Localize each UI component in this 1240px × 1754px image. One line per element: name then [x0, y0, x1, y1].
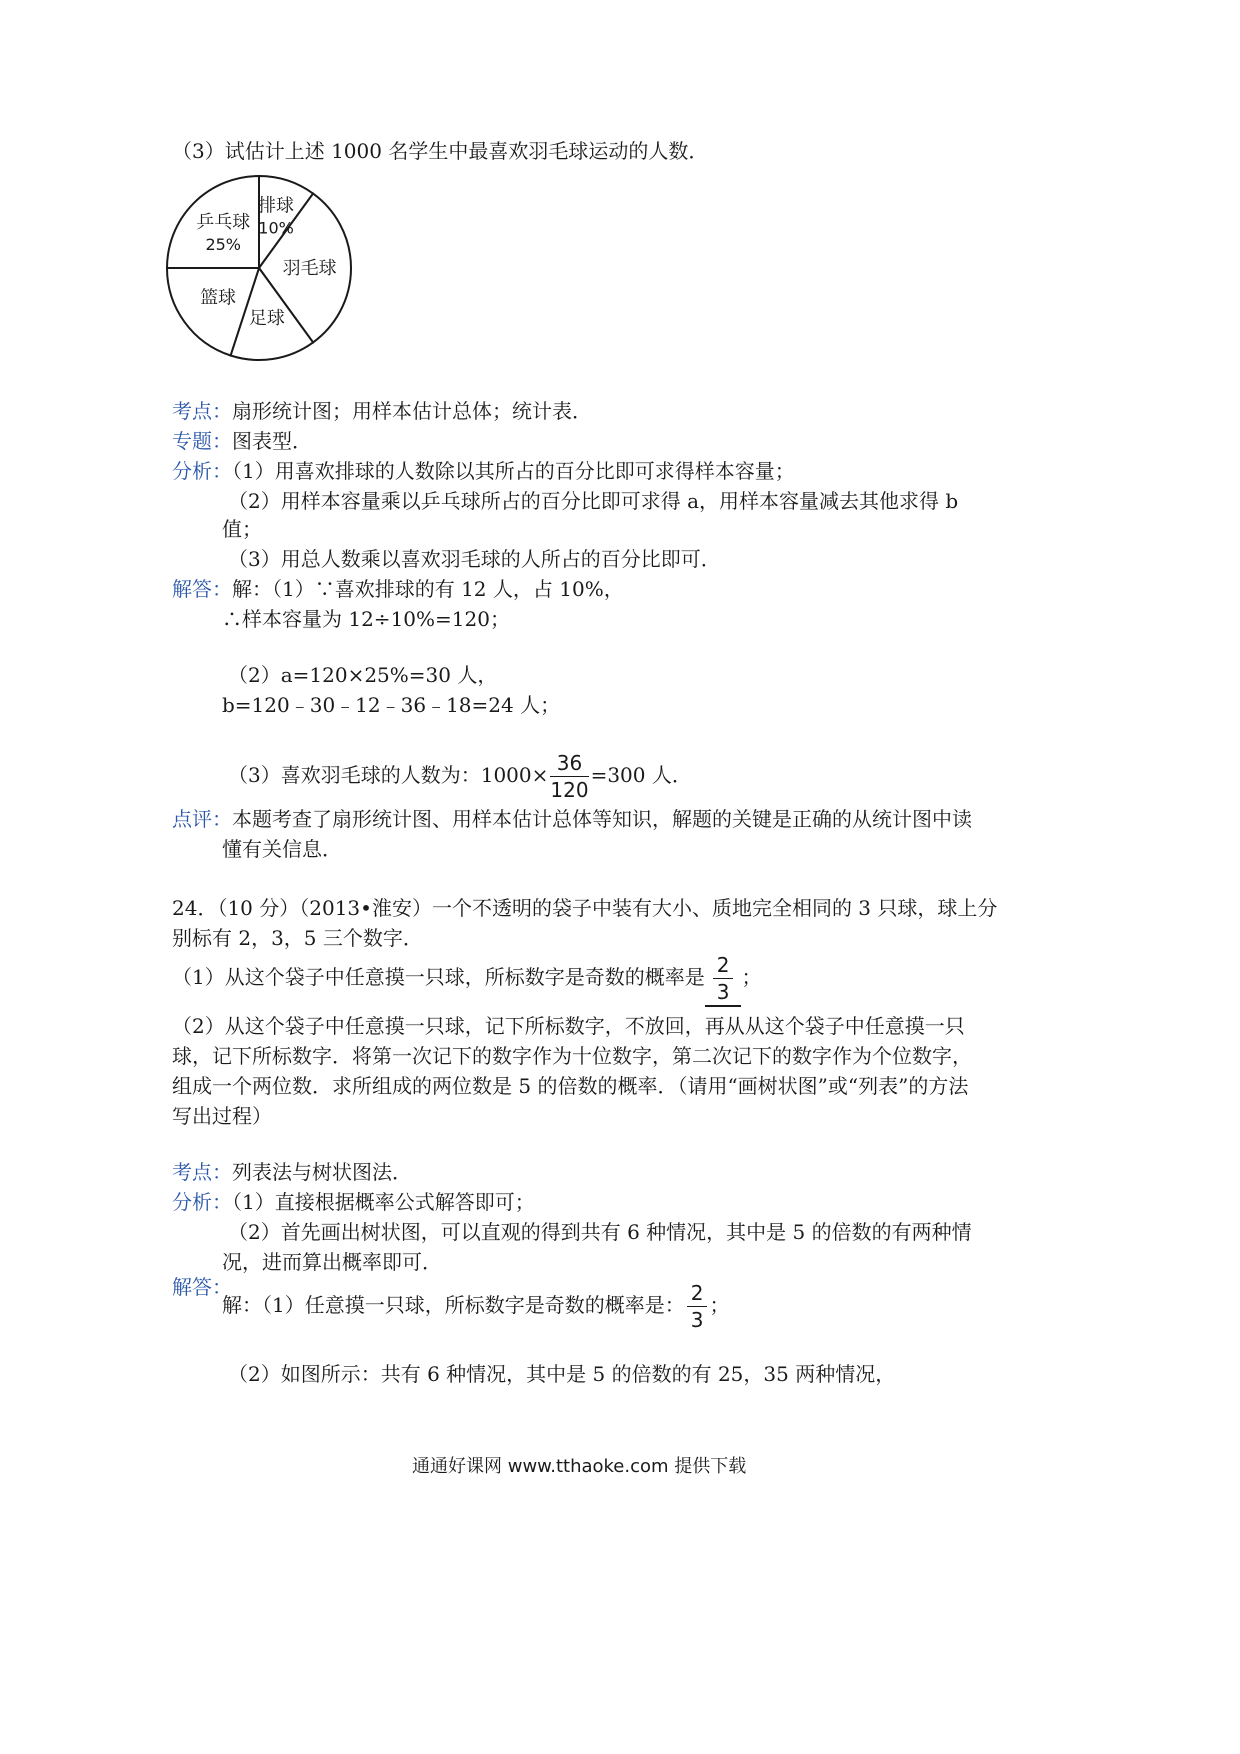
- pie-percent-4: 25%: [205, 235, 242, 255]
- q23-kaodian: [172, 397, 592, 425]
- q23-jieda-line-3: （2）a=120×25%=30 人，: [228, 663, 498, 687]
- fraction-denominator: 3: [716, 980, 730, 1004]
- q23-jieda-text-1: 解：（1）∵喜欢排球的有 12 人，占 10%，: [232, 577, 624, 601]
- q23-part3-answer: [228, 748, 692, 803]
- q23-part3-prefix: （3）喜欢羽毛球的人数为：1000×: [228, 763, 549, 787]
- fraction-2-3: [713, 952, 734, 1005]
- jieda-label: 解答：: [172, 1275, 232, 1299]
- fraction-numerator: 2: [713, 952, 734, 979]
- pie-label-2: 足球: [248, 307, 285, 329]
- q23-zhuanti: [172, 427, 312, 455]
- q23-jieda-line-1: [172, 575, 624, 603]
- q24-part2-line-3: 组成一个两位数．求所组成的两位数是 5 的倍数的概率．（请用“画树状图”或“列表”的方法: [172, 1074, 969, 1098]
- fraction-denominator: 3: [690, 1308, 704, 1332]
- fraction-2-3: [687, 1280, 708, 1333]
- q24-jieda-part2: （2）如图所示：共有 6 种情况，其中是 5 的倍数的有 25，35 两种情况，: [228, 1362, 896, 1386]
- jieda-label: 解答：: [172, 577, 232, 601]
- fenxi-label: 分析：: [172, 1190, 232, 1214]
- q23-zhuanti-text: 图表型．: [232, 429, 312, 453]
- q24-jieda-part1: [222, 1278, 729, 1333]
- q23-fenxi-line-2: （2）用样本容量乘以乒乓球所占的百分比即可求得 a，用样本容量减去其他求得 b: [228, 489, 959, 513]
- page-footer: 通通好课网 www.tthaoke.com 提供下载: [412, 1456, 747, 1477]
- q24-stem-line-2: 别标有 2，3，5 三个数字．: [172, 926, 423, 950]
- q23-fenxi-line-3: 值；: [222, 517, 262, 541]
- pie-chart: [160, 168, 360, 368]
- question-23-part-3: （3）试估计上述 1000 名学生中最喜欢羽毛球运动的人数．: [172, 139, 709, 163]
- q23-jieda-line-2: ∴样本容量为 12÷10%=120；: [222, 607, 510, 631]
- q23-jieda-line-4: b=120﹣30﹣12﹣36﹣18=24 人；: [222, 693, 561, 717]
- q24-fenxi-text-1: （1）直接根据概率公式解答即可；: [232, 1190, 535, 1214]
- q24-part-1: [172, 950, 761, 1007]
- fraction-numerator: 36: [550, 750, 588, 777]
- pie-label-1: 羽毛球: [282, 258, 337, 279]
- fraction-numerator: 2: [687, 1280, 708, 1307]
- zhuanti-label: 专题：: [172, 429, 232, 453]
- q23-kaodian-text: 扇形统计图；用样本估计总体；统计表．: [232, 399, 592, 423]
- q24-fenxi-line-1: [172, 1188, 535, 1216]
- q24-p1-prefix: （1）从这个袋子中任意摸一只球，所标数字是奇数的概率是: [172, 965, 705, 989]
- fenxi-label: 分析：: [172, 459, 232, 483]
- answer-blank: [705, 950, 742, 1007]
- pie-label-4: 乒乓球: [196, 212, 251, 234]
- q24-part2-line-4: 写出过程）: [172, 1104, 272, 1128]
- kaodian-label: 考点：: [172, 1160, 232, 1184]
- fraction-denominator: 120: [550, 778, 589, 802]
- q24-fenxi-line-2: （2）首先画出树状图，可以直观的得到共有 6 种情况，其中是 5 的倍数的有两种情: [228, 1220, 972, 1244]
- q23-dianping-line-1: [172, 805, 972, 833]
- q23-dianping-line-2: 懂有关信息．: [222, 837, 342, 861]
- q24-part2-line-2: 球，记下所标数字．将第一次记下的数字作为十位数字，第二次记下的数字作为个位数字，: [172, 1044, 972, 1068]
- kaodian-label: 考点：: [172, 399, 232, 423]
- q24-kaodian: [172, 1158, 412, 1186]
- q24-jieda-prefix: 解：（1）任意摸一只球，所标数字是奇数的概率是：: [222, 1293, 685, 1317]
- fraction-36-120: [550, 750, 588, 803]
- q23-fenxi-text-1: （1）用喜欢排球的人数除以其所占的百分比即可求得样本容量；: [232, 459, 795, 483]
- q24-p1-suffix: ；: [741, 965, 762, 989]
- q23-fenxi-line-4: （3）用总人数乘以喜欢羽毛球的人所占的百分比即可．: [228, 547, 721, 571]
- q24-fenxi-line-3: 况，进而算出概率即可．: [222, 1250, 442, 1274]
- q23-fenxi-line-1: [172, 457, 795, 485]
- pie-label-0: 排球: [258, 195, 295, 217]
- q24-part2-line-1: （2）从这个袋子中任意摸一只球，记下所标数字，不放回，再从从这个袋子中任意摸一只: [172, 1014, 965, 1038]
- q24-stem-line-1: 24．（10 分）（2013•淮安）一个不透明的袋子中装有大小、质地完全相同的 3 只球，球上分: [172, 896, 998, 920]
- q23-part3-suffix: =300 人．: [590, 763, 692, 787]
- q24-jieda-suffix: ；: [709, 1293, 730, 1317]
- pie-percent-0: 10%: [258, 218, 294, 238]
- dianping-label: 点评：: [172, 807, 232, 831]
- pie-label-3: 篮球: [200, 287, 237, 309]
- q24-kaodian-text: 列表法与树状图法．: [232, 1160, 412, 1184]
- q23-dianping-text-1: 本题考查了扇形统计图、用样本估计总体等知识，解题的关键是正确的从统计图中读: [232, 807, 972, 831]
